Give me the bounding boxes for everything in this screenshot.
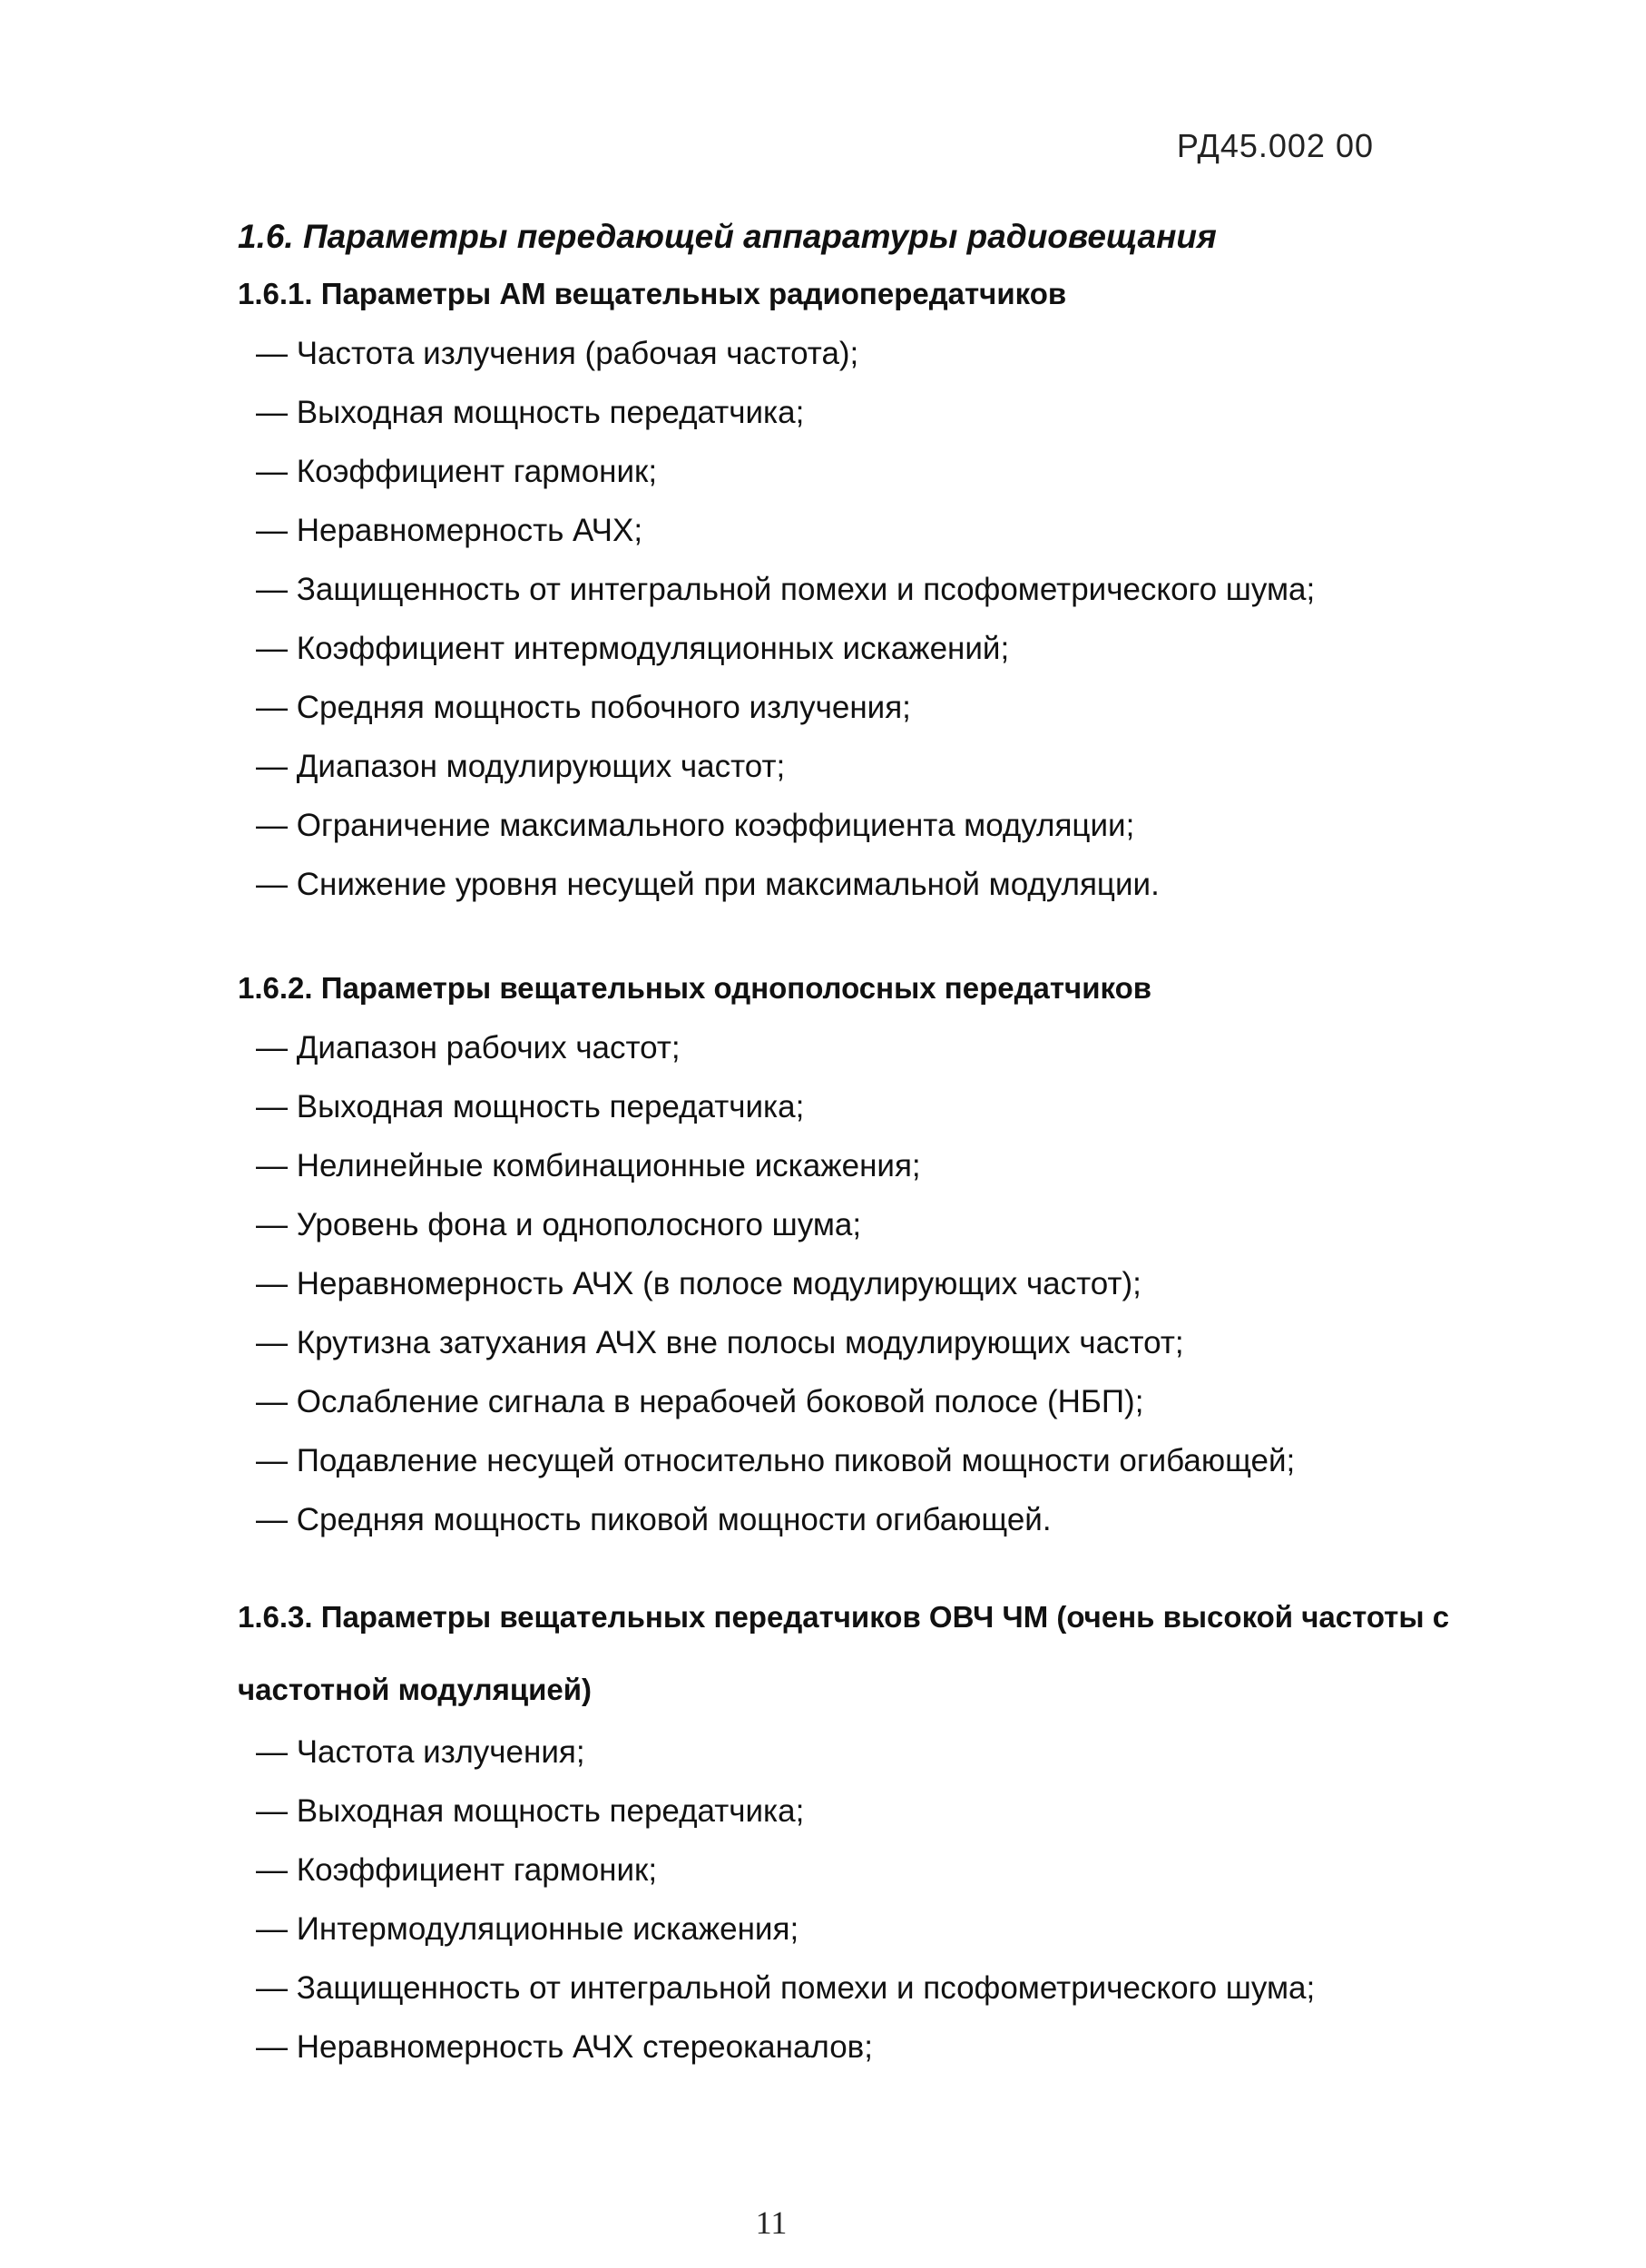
- section-heading: 1.6.2. Параметры вещательных однополосных передатчиков: [238, 971, 1152, 1005]
- list-item: — Уровень фона и однополосного шума;: [256, 1207, 862, 1242]
- list-item: — Средняя мощность побочного излучения;: [256, 690, 911, 725]
- list-item: — Интермодуляционные искажения;: [256, 1911, 799, 1947]
- list-item: — Выходная мощность передатчика;: [256, 1793, 805, 1829]
- list-item: — Подавление несущей относительно пиковой мощности огибающей;: [256, 1443, 1296, 1478]
- list-item: — Диапазон рабочих частот;: [256, 1030, 681, 1065]
- list-item: — Неравномерность АЧХ;: [256, 513, 643, 548]
- list-item: — Ослабление сигнала в нерабочей боковой полосе (НБП);: [256, 1384, 1144, 1419]
- page-number: 11: [755, 2204, 788, 2241]
- list-item: — Коэффициент гармоник;: [256, 1852, 658, 1888]
- main-heading: 1.6. Параметры передающей аппаратуры радиовещания: [238, 218, 1217, 255]
- parameter-list: [238, 324, 1490, 914]
- section-1-6-3: [238, 1581, 1490, 2077]
- list-item: — Нелинейные комбинационные искажения;: [256, 1148, 921, 1183]
- section-1-6-2: [238, 971, 1490, 1549]
- list-item: — Коэффициент интермодуляционных искажений;: [256, 631, 1010, 666]
- section-heading: 1.6.3. Параметры вещательных передатчиков ОВЧ ЧМ (очень высокой частоты с частотной модуляцией): [238, 1600, 1450, 1706]
- list-item: — Частота излучения;: [256, 1734, 585, 1770]
- list-item: — Коэффициент гармоник;: [256, 454, 658, 489]
- list-item: — Крутизна затухания АЧХ вне полосы модулирующих частот;: [256, 1325, 1184, 1360]
- list-item: — Защищенность от интегральной помехи и псофометрического шума;: [256, 1970, 1316, 2006]
- list-item: — Частота излучения (рабочая частота);: [256, 336, 859, 371]
- section-heading: 1.6.1. Параметры АМ вещательных радиопередатчиков: [238, 277, 1067, 310]
- list-item: — Неравномерность АЧХ стереоканалов;: [256, 2029, 874, 2065]
- list-item: — Диапазон модулирующих частот;: [256, 749, 786, 784]
- list-item: — Защищенность от интегральной помехи и псофометрического шума;: [256, 572, 1316, 607]
- list-item: — Выходная мощность передатчика;: [256, 395, 805, 430]
- list-item: — Ограничение максимального коэффициента модуляции;: [256, 808, 1135, 843]
- list-item: — Выходная мощность передатчика;: [256, 1089, 805, 1124]
- parameter-list: [238, 1018, 1490, 1549]
- list-item: — Средняя мощность пиковой мощности огибающей.: [256, 1502, 1052, 1537]
- document-code: РД45.002 00: [1176, 127, 1374, 164]
- list-item: — Неравномерность АЧХ (в полосе модулирующих частот);: [256, 1266, 1141, 1301]
- list-item: — Снижение уровня несущей при максимальной модуляции.: [256, 867, 1160, 902]
- parameter-list: [238, 1723, 1490, 2077]
- section-1-6-1: [238, 277, 1490, 914]
